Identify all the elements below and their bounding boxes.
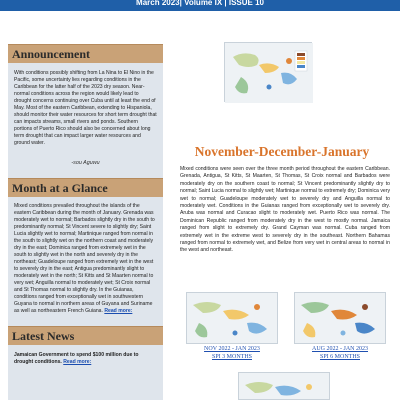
- announcement-heading-bar: [8, 44, 163, 63]
- spi-3-month-caption-label[interactable]: SPI 3 MONTHS: [211, 353, 252, 360]
- issue-banner: [0, 0, 400, 11]
- latest-news-heading: Latest News: [12, 329, 75, 343]
- month-glance-text: Mixed conditions prevailed throughout the islands of the eastern Caribbean during the month of January. Grenada was moderately wet to normal; Barbados slightly dry in the south to predominantly normal; St Vincent severe to slightly dry; Saint Lucia slightly wet to normal; Martinique ranged from normal in the south to slightly wet on the northern coast and moderately dry in the east; Dominica ranged from extremely wet in the south to slightly wet in the north and severely dry in the northeast; Guadeloupe ranged from extremely wet in the west to severely dry in the east; Antigua predominantly slight to moderately wet in the north; St Kitts and St Maarten normal to very wet; Anguilla normal to moderately wet; St Croix normal and St Thomas normal to slightly dry. In the Guianas, conditions ranged from exceptionally wet in southwestern Guyana to normal in northern areas of Guyana and Suriname as well as northeastern French Guiana.: [14, 203, 155, 314]
- announcement-signature: -sou Aguwu: [71, 160, 100, 166]
- spi-6-month-caption-dates[interactable]: AUG 2022 - JAN 2023: [312, 346, 368, 352]
- announcement-heading: Announcement: [12, 47, 91, 61]
- spi-3-month-caption-dates[interactable]: NOV 2022 - JAN 2023: [204, 346, 260, 352]
- spi-6-month-caption[interactable]: [294, 346, 386, 361]
- spi-6-month-caption-label[interactable]: SPI 6 MONTHS: [319, 353, 360, 360]
- latest-news-item: [14, 352, 157, 366]
- latest-news-text: Jamaican Government to spend $100 million due to drought conditions.: [14, 352, 139, 365]
- period-summary: Mixed conditions were seen over the three month period throughout the eastern Caribbean. Grenada, Antigua, St Kitts, St Maarten, St Thomas, St Croix normal and Barbados were moderately dry on the southern coast to normal; St Vincent predominantly slightly dry to normal; Saint Lucia normal to slightly wet; Martinique normal to extremely dry; Dominica very wet to normal; Guadeloupe moderately wet to severely dry and Anguilla normal to moderately wet. Conditions in the Guianas ranged from exceptionally wet to severely dry. Aruba was normal and Curacao slight to moderately wet. Puerto Rico was normal. The Dominican Republic ranged from moderately dry in the west to mostly normal. Jamaica ranged from slight to extremely dry. Grand Cayman was normal. Cuba ranged from extremely wet in the extreme west to severely dry in the southeast. Northern Bahamas ranged from normal to extremely wet, and Belize from very wet in central areas to normal in the west and northeast.: [180, 166, 390, 254]
- month-glance-heading: Month at a Glance: [12, 181, 108, 195]
- month-glance-body: [14, 203, 157, 315]
- latest-news-read-more-link[interactable]: Read more:: [63, 359, 92, 365]
- issue-line: March 2023| Volume IX | ISSUE 10: [136, 0, 264, 7]
- period-title: November-December-January: [194, 144, 370, 159]
- month-glance-read-more-link[interactable]: Read more:: [104, 308, 133, 314]
- latest-news-heading-bar: [8, 326, 163, 345]
- spi-3-month-map[interactable]: [186, 292, 278, 344]
- sidebar: [8, 44, 163, 400]
- month-glance-heading-bar: [8, 178, 163, 197]
- spi-6-month-map[interactable]: [294, 292, 386, 344]
- nov-dec-jan-spi-map: [224, 42, 312, 102]
- spi-additional-map[interactable]: [238, 372, 330, 400]
- announcement-body: With conditions possibly shifting from La Nina to El Nino in the Pacific, some uncertainty lies regarding conditions in the Caribbean for the latter half of the 2023 dry season. Near-normal conditions across the region would likely lead to drought concerns continuing over Cuba until at least the end of May. Most of the eastern Caribbean, extending to Hispaniola, should monitor their water resources for short term drought that can impacts streams, small rivers and ponds. Southern portions of Puerto Rico should also be concerned about long term drought that can impact larger water resources and ground water.: [14, 70, 157, 146]
- spi-3-month-caption[interactable]: [186, 346, 278, 361]
